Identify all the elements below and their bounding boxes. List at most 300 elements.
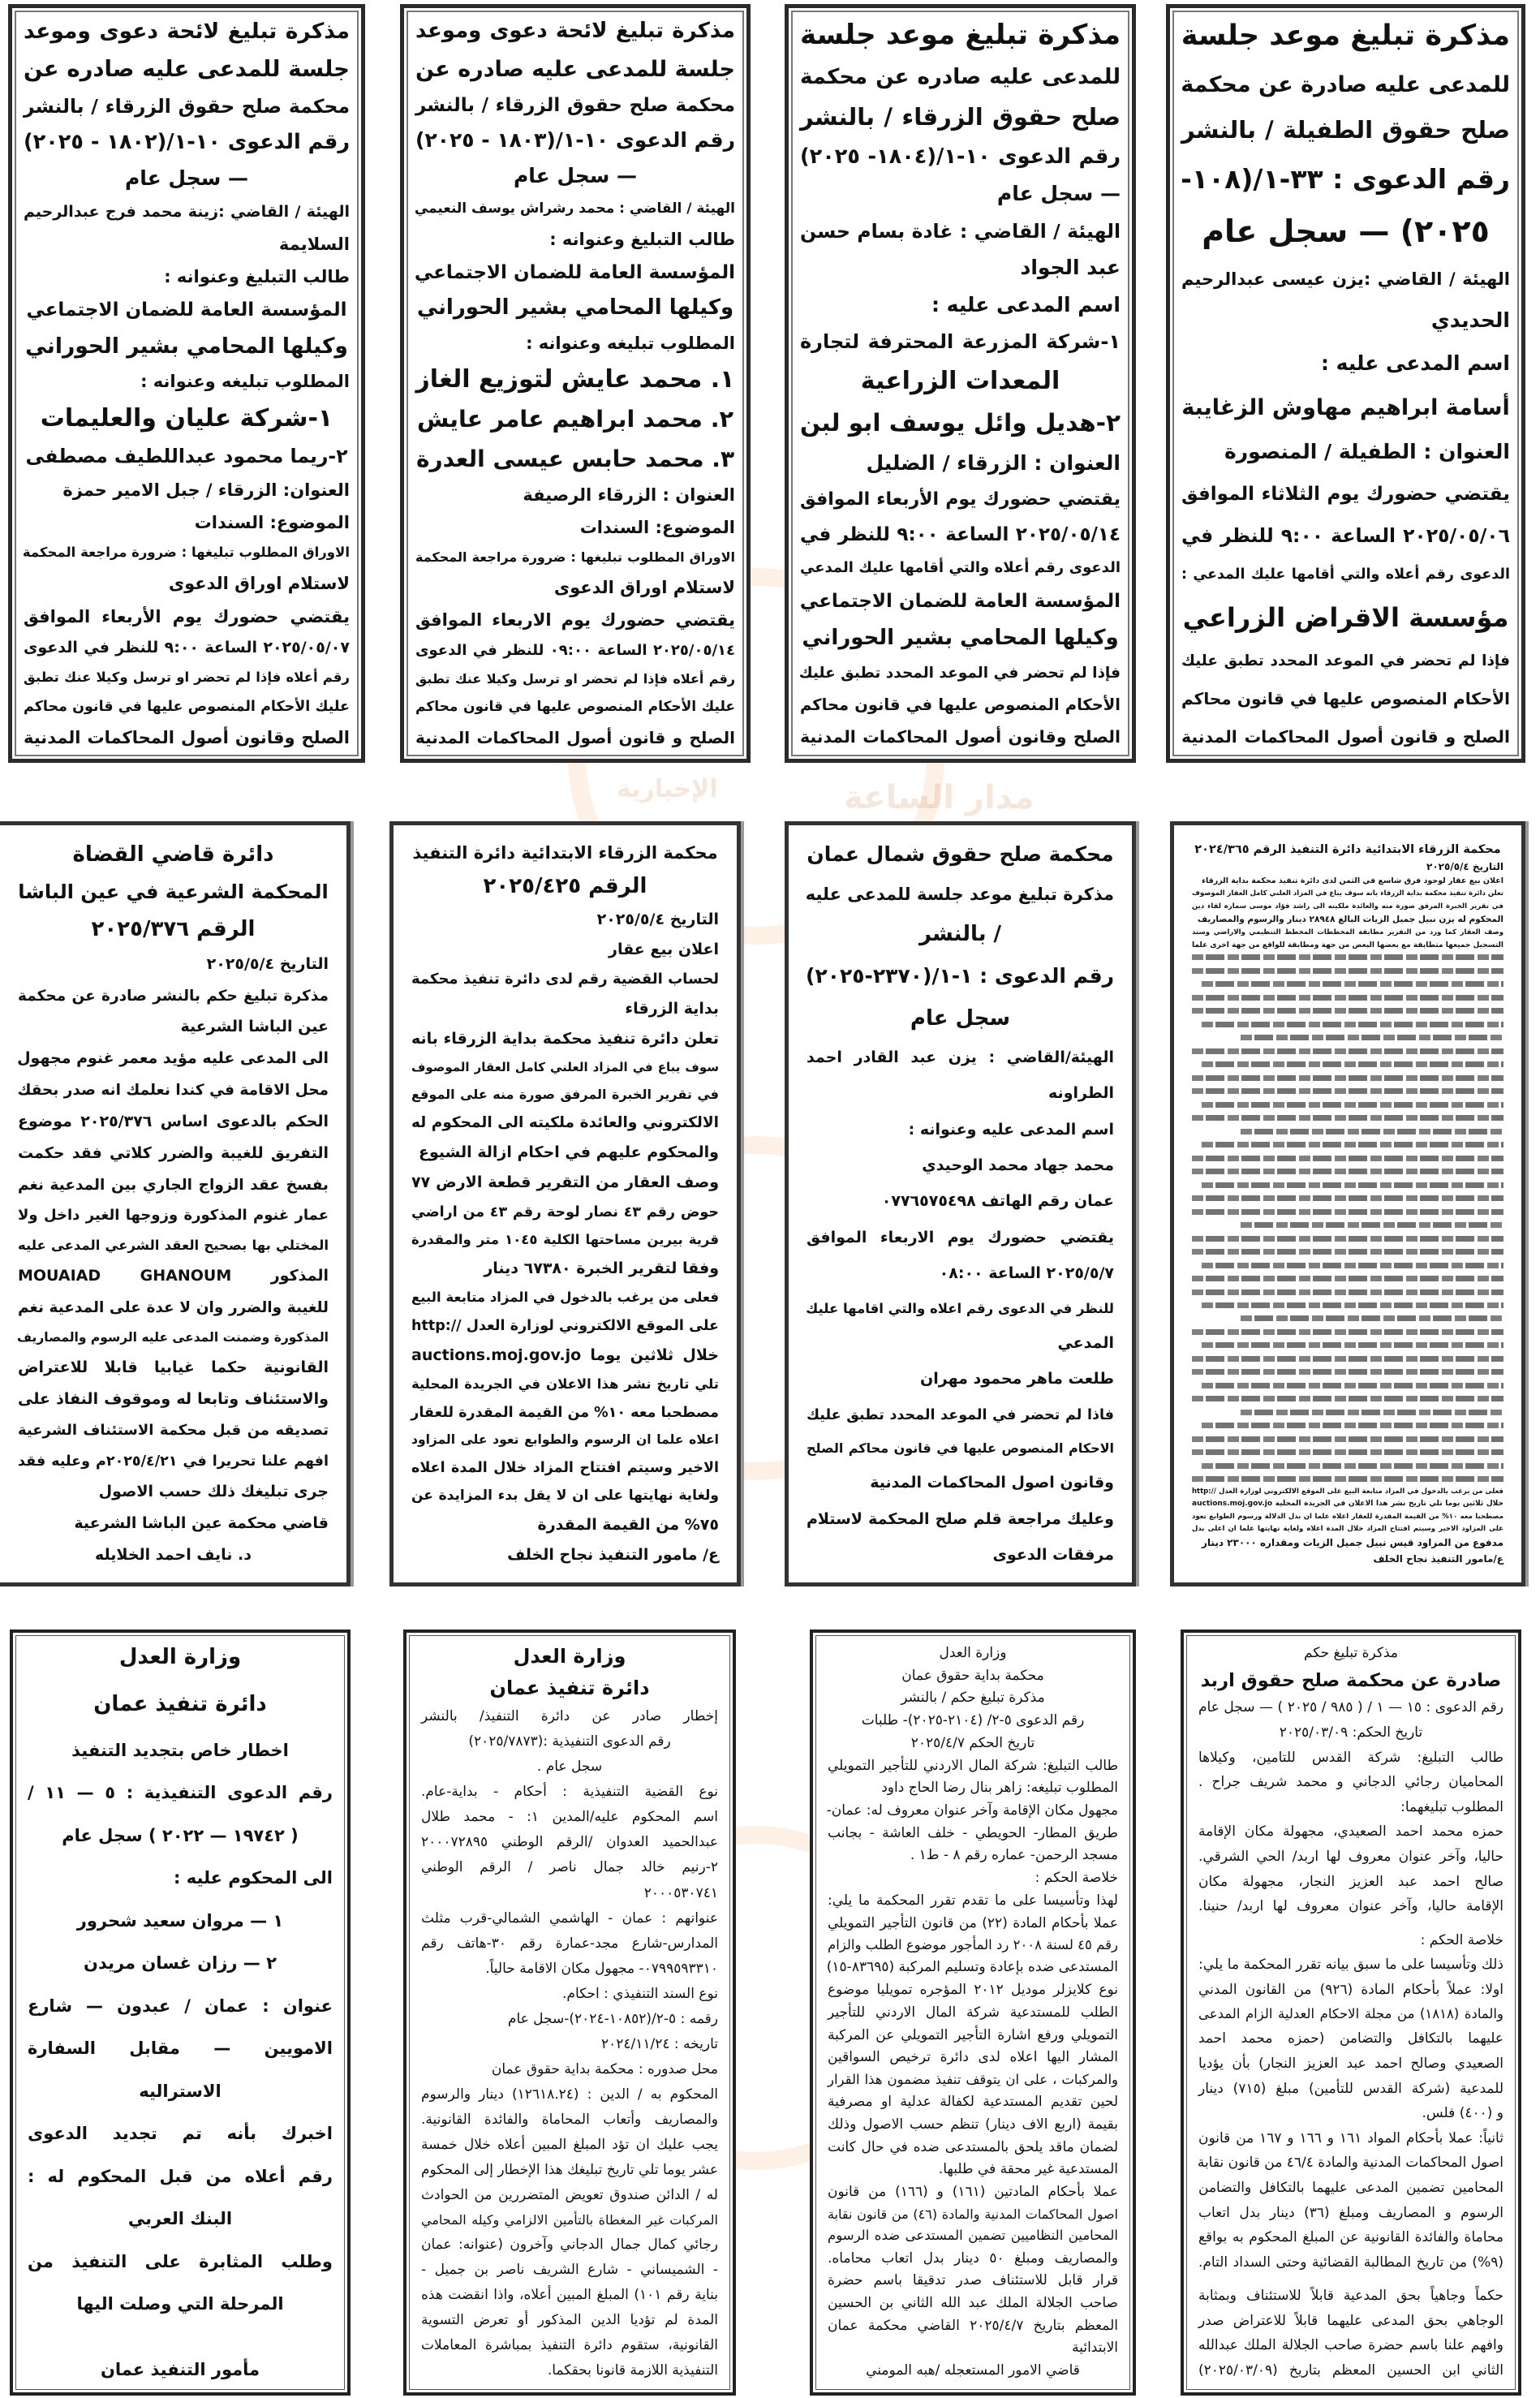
notice-north-amman-hearing — [785, 821, 1136, 1586]
notice-line: auctions.moj.gov.jo خلال ثلاثين يوما — [411, 1345, 719, 1364]
notice-line: ٢-رنيم خالد جمال ناصر / الرقم الوطني — [421, 1859, 718, 1876]
notice-line: عليهما بالتكافل والتضامن (حمزه محمد احمد — [1198, 2030, 1503, 2047]
notice-line: رقم الدعوى ١٠-١/(١٨٠٢ - ٢٠٢٥) — [24, 130, 351, 155]
notice-line: فإذا لم تحضر في الموعد المحدد تطبق عليك — [1181, 652, 1510, 670]
notice-line: صاحب الجلالة الملك عبد الله الثاني بن الحسين — [828, 2294, 1118, 2311]
notice-line: د. نايف احمد الخلايله — [95, 1545, 252, 1564]
fine-print-line — [1202, 1302, 1503, 1308]
notice-line: للمدعية (شركة القدس للتأمين) مبلغ (٧١٥) دينار — [1198, 2080, 1504, 2097]
notice-line: مذكرة تبليغ حكم / بالنشر — [901, 1690, 1045, 1707]
notice-line: والمحكوم عليهم في احكام ازالة الشيوع — [418, 1143, 719, 1161]
notice-line: اولا: عملاً بأحكام المادة (٩٢٦) من القانون المدني — [1198, 1981, 1503, 1998]
notice-line: المختلي بها بصحيح العقد الشرعي المدعى عليه — [18, 1238, 329, 1254]
fine-print-line — [1192, 1195, 1503, 1201]
fine-print-line — [1202, 1342, 1503, 1348]
fine-print-line — [1241, 1035, 1503, 1040]
notice-line: البنك العربي — [127, 2209, 233, 2228]
notice-line: نوع السند التنفيذي : احكام. — [562, 1985, 718, 2002]
notice-line: الدعوى رقم أعلاه والتي أقامها عليك المدعي — [800, 558, 1121, 576]
notice-line: وقانون اصول المحاكمات المدنية — [870, 1474, 1114, 1492]
notice-line: عين الباشا الشرعية — [180, 1018, 329, 1036]
notice-line: ١. محمد عايش لتوزيع الغاز — [415, 365, 735, 394]
notice-line: المطلوب تبليغه: زاهر بنال رضا الحاج داود — [881, 1780, 1118, 1797]
notice-line: على المزاود الاخير وسيتم افتتاح المزاد خلال المدة اعلاه ولغاية نهايتها علما ان اعلى بدل — [1192, 1525, 1503, 1534]
notice-line: المرحلة التي وصلت اليها — [76, 2294, 284, 2314]
notice-line: المحامين تضمين المدعى عليهما بالتكافل والتضامن — [1198, 2179, 1503, 2196]
notice-line: الصلح وقانون أصول المحاكمات المدنية — [800, 727, 1121, 747]
fine-print-line — [1202, 1383, 1503, 1388]
notice-line: الصلح وقانون أصول المحاكمات المدنية — [24, 727, 350, 747]
notice-line: وكيلها المحامي بشير الحوراني — [802, 625, 1119, 650]
notice-line: المحكوم به / الدين : (١٢٦١٨.٢٤) دينار والرسوم — [421, 2086, 718, 2103]
fine-print-line — [1192, 1276, 1503, 1281]
notice-line: إخطار صادر عن دائرة التنفيذ/ بالنشر — [421, 1708, 718, 1725]
notice-line: لحين تقديم المستدعية لكفالة عدلية او مصرفية — [828, 2094, 1118, 2111]
notice-line: — سجل عام — [513, 164, 638, 188]
notice-line: له / الدائن صندوق تعويض المتضررين من الحوادث — [421, 2187, 718, 2204]
notice-zarqa-claim-1803 — [400, 4, 751, 763]
notice-line: سجل عام . — [536, 1759, 603, 1776]
notice-line: الهيئة / القاضي : غادة بسام حسن — [800, 219, 1121, 243]
notice-line: اخبرك بأنه تم تجديد الدعوى — [28, 2124, 333, 2143]
notice-line: الحكم بالدعوى اساس ٢٠٢٥/٣٧٦ موضوع — [18, 1112, 329, 1130]
notice-line: الأحكام المنصوص عليها في قانون محاكم — [800, 695, 1121, 714]
notice-line: صالح احمد عبد العزيز النجار، مجهولة مكان — [1198, 1873, 1503, 1890]
notice-line: ٢٠٢٥) — سجل عام — [1202, 213, 1490, 250]
notice-line: قرية بيرين مساحتها الكلية ١٠٤٥ متر والمقدرة — [411, 1232, 719, 1248]
notice-line: الموضوع: السندات — [579, 517, 735, 537]
fine-print-line — [1192, 1169, 1503, 1174]
notice-line: عمان رقم الهاتف ٠٧٧٦٥٧٥٤٩٨ — [881, 1192, 1114, 1211]
notice-line: وزارة العدل — [513, 1645, 626, 1668]
notice-line: اسم المدعى عليه وعنوانه : — [908, 1120, 1114, 1139]
notice-line: رقم ٤٥ لسنة ٢٠٠٨ رد المأجور موضوع الطلب والزام — [828, 1937, 1118, 1953]
notice-line: يقتضي حضورك يوم الاربعاء الموافق — [415, 609, 735, 630]
notice-line: رقم الدعوى : ١-١/(٢٣٧٠-٢٠٢٥) — [806, 964, 1114, 988]
notice-line: تاريخ الحكم ٢٠٢٥/٤/٧ — [910, 1734, 1035, 1751]
notice-line: الصلح و قانون أصول المحاكمات المدنية — [1181, 727, 1510, 747]
notice-line: ع/ مامور التنفيذ نجاح الخلف — [507, 1546, 719, 1565]
notice-line: عليك الأحكام المنصوص عليها في قانون محاكم — [24, 698, 350, 715]
notice-line: عشر يوما تلي تاريخ تبليغك هذا الإخطار إلى المحكوم — [421, 2162, 718, 2179]
notice-line: ٣. محمد حابس عيسى العدرة — [415, 445, 735, 472]
notice-line: للغيبة والضرر وان لا عدة على المدعية نغم — [18, 1299, 329, 1317]
notice-line: المحاميان رجائي الدجاني و محمد شريف جراح . — [1198, 1774, 1503, 1791]
notice-line: مذكرة تبليغ حكم — [1303, 1645, 1399, 1661]
notice-line: الصلح و قانون أصول المحاكمات المدنية — [415, 727, 735, 747]
notice-line: والاستئناف وتابعا له وموقوف النفاذ على — [18, 1389, 329, 1408]
notice-line: المطلوب تبليغه وعنوانه : — [526, 334, 735, 354]
notice-line: صلح حقوق الزرقاء / بالنشر — [800, 102, 1121, 131]
notice-line: الى المحكوم عليه : — [174, 1868, 333, 1888]
notice-line: محاماة والفائدة القانونية عن المبلغ المحكوم به بواقع — [1198, 2229, 1503, 2246]
notice-line: يقتضي حضورك يوم الأربعاء الموافق — [800, 489, 1121, 510]
fine-print-line — [1202, 1061, 1503, 1067]
notice-line: حكماً وجاهياً بحق المدعية قابلاً للاستئناف وبمثابة — [1198, 2288, 1503, 2305]
notice-line: auctions.moj.gov.jo خلال ثلاثين يوما تلي تاريخ نشر هذا الاعلان في الجريدة المحلية — [1192, 1500, 1503, 1509]
notice-line: محكمة صلح حقوق الزرقاء / بالنشر — [415, 94, 735, 116]
notice-line: ٢٠٢٥/٠٥/١٤ الساعة ٩:٠٠ للنظر في — [800, 523, 1121, 545]
notice-line: السلايمة — [278, 235, 350, 255]
notice-line: مسجد الرحمن- عماره رقم ٨ - ط١ . — [910, 1847, 1118, 1864]
notice-line: خلاصة الحكم : — [1420, 1931, 1503, 1948]
notice-line: التنفيذية اللازمة قانونا بحقكما. — [547, 2362, 718, 2379]
notice-line: عبدالحميد العدوان /الرقم الوطني ٢٠٠٠٧٢٨٩٥ — [421, 1834, 718, 1851]
notice-line: رقم الدعوى ١٠-١/(١٨٠٤- ٢٠٢٥) — [800, 144, 1121, 169]
fine-print-line — [1192, 1476, 1503, 1482]
notice-line: — سجل عام — [124, 166, 249, 191]
notice-line: سجل عام — [910, 1005, 1011, 1031]
notice-line: والمادة (١٨١٨) من مجلة الاحكام العدلية الزام المدعى — [1198, 2006, 1503, 2022]
notice-line: لاستلام اوراق الدعوى — [553, 577, 735, 597]
notice-line: وزارة العدل — [939, 1645, 1007, 1661]
notice-line: وافهم علنا باسم حضرة صاحب الجلالة الملك عبدالله — [1198, 2337, 1503, 2354]
notice-line: بناية رقم ١٠١) المبلغ المبين أعلاه، واذا انقضت هذه — [421, 2287, 718, 2304]
notice-line: ع/مامور التنفيذ نجاح الخلف — [1373, 1552, 1503, 1565]
notice-line: فعلى من يرغب بالدخول في المزاد متابعة البيع على الموقع الالكتروني لوزارة العدل //:http — [1192, 1487, 1503, 1496]
notice-line: مرفقات الدعوى — [992, 1545, 1114, 1564]
notice-line: قاضي الامور المستعجله /هبه المومني — [866, 2362, 1080, 2379]
notice-line: بقيمة (اربع الاف دينار) تنظم حسب الاصول وذلك — [828, 2116, 1118, 2133]
notice-line: رقم أعلاه فإذا لم تحضر او ترسل وكيلا عنك تطبق — [415, 671, 735, 687]
notice-line: ٢٠٢٥/٠٥/٠٦ الساعة ٩:٠٠ للنظر في — [1181, 523, 1510, 547]
notice-line: محل الاقامة في كندا نعلمك انه صدر بحقك — [17, 1082, 329, 1100]
fine-print-line — [1202, 1463, 1503, 1469]
notice-line: الاحكام المنصوص عليها في قانون محاكم الصلح — [807, 1440, 1114, 1457]
notice-line: اسم المحكوم عليه/المدين ١: - محمد طلال — [421, 1809, 718, 1826]
notice-line: الحديدي — [1430, 308, 1510, 333]
notice-line: قاضي محكمة عين الباشا الشرعية — [74, 1513, 329, 1532]
notice-line: للمدعى عليه صادره عن محكمة — [800, 64, 1121, 89]
notice-line: رجائي كمال جمال الدجاني وآخرون (عنوانه: عمان — [421, 2237, 718, 2254]
notice-line: افهم علنا تحريرا في ٢٠٢٥/٤/٢١م وعليه فقد — [18, 1453, 329, 1470]
notice-line: عملا بأحكام المادتين (١٦١) و (١٦٦) من قانون — [828, 2184, 1118, 2201]
fine-print-line — [1192, 1436, 1503, 1442]
notice-line: الدعوى رقم أعلاه والتي أقامها عليك المدعي : — [1181, 566, 1510, 583]
notice-line: اخطار خاص بتجديد التنفيذ — [71, 1740, 289, 1760]
notice-line: طلعت ماهر محمود مهران — [920, 1370, 1114, 1388]
notice-line: مذكرة تبليغ لائحة دعوى وموعد — [415, 19, 735, 43]
notice-line: وصف العقار كما ورد من التقرير مطابقة المخططات المخطط التنظيمي والاراضي وسند — [1192, 928, 1503, 937]
fine-print-line — [1192, 1156, 1503, 1161]
notice-line: ٢٠٢٥/٥/٧ الساعة ٠٨:٠٠ — [939, 1264, 1114, 1283]
notice-line: وعليك مراجعة قلم صلح المحكمة لاستلام — [807, 1509, 1114, 1528]
notice-line: المركبات غير المغطاة بالتأمين الالزامي وكيله المحامي — [421, 2212, 718, 2228]
notice-line: طالب التبليغ: شركة المال الاردني للتأجير التمويلي — [828, 1757, 1118, 1774]
notice-irbid-judgment — [1181, 1630, 1521, 2396]
notice-tafila-hearing — [1166, 4, 1525, 763]
fine-print-line — [1241, 1129, 1503, 1134]
notice-line: نوع القضية التنفيذية : أحكام - بداية-عام. — [421, 1784, 718, 1801]
notice-line: الاوراق المطلوب تبليغها : ضرورة مراجعة المحكمة — [415, 549, 735, 565]
notice-line: صلح حقوق الطفيلة / بالنشر — [1181, 116, 1510, 144]
notice-line: عبد الجواد — [1020, 256, 1121, 280]
fine-print-line — [1192, 1115, 1503, 1121]
notice-line: تعلن دائرة تنفيذ محكمة بداية الزرقاء بانه — [411, 1030, 719, 1048]
fine-print-line — [1241, 1410, 1503, 1415]
notice-line: يقتضي حضورك يوم الثلاثاء الموافق — [1181, 484, 1510, 506]
notice-line: الامويين — مقابل السفارة — [28, 2039, 333, 2058]
notice-ain-basha-sharia-court — [0, 821, 351, 1586]
fine-print-line — [1192, 1369, 1503, 1375]
notice-line: / بالنشر — [918, 921, 1002, 946]
notice-line: الطراونه — [1048, 1084, 1114, 1103]
notice-line: لهذا وتأسيسا على ما تقدم تقرر المحكمة ما يلي: — [828, 1892, 1118, 1909]
notice-line: ٢٠٠٠٥٣٠٧٤١ — [643, 1884, 718, 1901]
notice-line: وكيلها المحامي بشير الحوراني — [416, 295, 734, 321]
notice-line: اصول المحاكمات المدنية والمادة (٤٦) من قانون نقابة — [828, 2206, 1119, 2222]
notice-line: يقتضي حضورك يوم الأربعاء الموافق — [24, 606, 350, 626]
notice-line: (٩%) من تاريخ المطالبة القضائية وحتى السداد التام. — [1198, 2254, 1503, 2271]
fine-print-line — [1241, 1315, 1503, 1321]
fine-print-line — [1192, 1449, 1503, 1455]
notice-line: الصعيدي وصالح احمد عبد العزيز النجار) بأن يؤديا — [1198, 2056, 1503, 2073]
notice-line: التسجيل جميعها متطابقة مع بعضها البعض من جهة ومطابقة للواقع من جهة اخرى علما — [1192, 941, 1503, 949]
fine-print-line — [1192, 954, 1503, 960]
notice-line: صادرة عن محكمة صلح حقوق اربد — [1200, 1669, 1502, 1691]
notice-line: المستدعى ضده بإعادة وتسليم المركبة (٨٣٦٩٥-١٥) — [826, 1959, 1118, 1976]
notice-line: عليك الأحكام المنصوص عليها في قانون محاكم — [415, 699, 735, 716]
notice-line: الأحكام المنصوص عليها في قانون محاكم — [1181, 688, 1510, 708]
notice-zarqa-property-sale-365 — [1170, 821, 1525, 1586]
notice-line: العنوان : الطفيلة / المنصورة — [1224, 439, 1510, 463]
notice-line: فاذا لم تحضر في الموعد المحدد تطبق عليك — [807, 1406, 1114, 1423]
notice-line: ١-شركة المزرعة المحترفة لتجارة — [800, 330, 1121, 354]
notice-line: مصطحبا معه ١٠% من القيمة المقدرة للعقار اعلاه علما ان بدل الدلالة ورسوم الطوابع تعود — [1192, 1512, 1503, 1521]
notice-line: المشار اليها اعلاه لدى دائرة ترخيص السواقين — [828, 2049, 1118, 2066]
notice-line: ٢ — رزان غسان مريدن — [84, 1953, 277, 1973]
notice-line: الوجاهي بحق المدعى عليهما قابلاً للاعتراض صدر — [1198, 2312, 1503, 2329]
notice-line: مذكرة تبليغ حكم بالنشر صادرة عن محكمة — [18, 987, 329, 1005]
notice-line: الموضوع: السندات — [194, 513, 350, 533]
notice-line: للنظر في الدعوى رقم اعلاه والتي اقامها عليك — [806, 1300, 1114, 1316]
notice-line: دائرة قاضي القضاة — [72, 842, 274, 867]
notice-line: جرى تبليغك ذلك حسب الاصول — [98, 1482, 329, 1500]
notice-line: مذكرة تبليغ لائحة دعوى وموعد — [24, 19, 350, 44]
watermark-sub: الإخبارية — [617, 775, 718, 803]
notice-line: الاخير وسيتم افتتاح المزاد خلال المدة اعلاه — [411, 1460, 719, 1477]
notice-line: جلسة للمدعى عليه صادره عن — [415, 56, 735, 82]
notice-line: رقم الدعوى ١٠-١/(١٨٠٣ - ٢٠٢٥) — [415, 127, 735, 152]
notice-line: اسم المدعى عليه : — [931, 293, 1121, 317]
fine-print-line — [1192, 1236, 1503, 1242]
fine-print-line — [1192, 1396, 1503, 1401]
notice-line: حمزه محمد احمد الصعيدي، مجهولة مكان الإقامة — [1198, 1823, 1503, 1840]
notice-line: وكيلها المحامي بشير الحوراني — [25, 333, 348, 359]
notice-line: عنوانهم : عمان - الهاشمي الشمالي-قرب مثلث — [421, 1909, 718, 1927]
notice-line: اعلاه علما ان الرسوم والطوابع تعود على المزاود — [411, 1432, 719, 1448]
notice-zarqa-hearing-1804 — [785, 4, 1136, 763]
notice-line: المدة لم تؤديا الدين المذكور أو تعرض التسوية — [421, 2312, 718, 2329]
fine-print-line — [1202, 1102, 1503, 1108]
notice-line: المدعي — [1057, 1334, 1114, 1352]
notice-line: المحامين النظاميين تضمين المستدعى ضده الرسوم — [828, 2228, 1118, 2244]
notice-line: المستدعية غير محقة في طلبها. — [938, 2161, 1118, 2178]
notice-line: فعلى من يرغب بالدخول في المزاد متابعة البيع — [411, 1289, 719, 1306]
fine-print-line — [1192, 1209, 1503, 1215]
notice-zarqa-claim-1802 — [8, 4, 365, 763]
notice-line: الرسوم و المصاريف ومبلغ (٣٦) دينار بدل اتعاب — [1198, 2204, 1503, 2221]
notice-line: رقم أعلاه من قبل المحكوم له : — [28, 2166, 333, 2186]
fine-print-line — [1241, 1222, 1503, 1228]
fine-print-line — [1192, 1075, 1503, 1081]
notice-line: المعدات الزراعية — [860, 367, 1060, 396]
notice-line: في تقرير الخبرة المرفق صورة منه على الموقع — [411, 1086, 719, 1102]
notice-line: مذكرة تبليغ موعد جلسة — [800, 19, 1121, 51]
notice-line: التاريخ ٢٠٢٥/٥/٤ — [596, 911, 719, 929]
notice-line: و (٤٠٠) فلس. — [1422, 2105, 1503, 2122]
notice-line: محكمة الزرقاء الابتدائية دائرة التنفيذ الرقم ٢٠٢٤/٣٦٥ — [1194, 843, 1501, 856]
notice-line: رقمه : ٥-٢/(١٠٨٥٢-٢٠٢٤)-سجل عام — [507, 2010, 718, 2027]
notice-line: ( ١٩٧٤٢ — ٢٠٢٢ ) سجل عام — [62, 1825, 299, 1845]
notice-line: والمصاريف وأتعاب المحاماة والفائدة القانونية. — [421, 2111, 718, 2128]
fine-print-line — [1192, 1048, 1503, 1054]
notice-line: المذكورة وضمنت المدعى عليه الرسوم والمصاريف — [17, 1329, 329, 1345]
notice-line: مصطحبا معه ١٠% من القيمة المقدرة للعقار — [411, 1404, 719, 1421]
fine-print-line — [1192, 1008, 1503, 1014]
notice-line: دائرة تنفيذ عمان — [489, 1677, 650, 1700]
notice-line: الرقم ٢٠٢٥/٤٢٥ — [483, 874, 647, 899]
notice-line: مدفوع من المزاود قيس نبيل جميل الزيات ومقداره ٢٣٠٠٠ دينار — [1202, 1537, 1503, 1549]
notice-line: مجهول مكان الإقامة وآخر عنوان معروف له: عمان- — [826, 1802, 1118, 1819]
notice-line: ٧٥% من القيمة المقدرة — [537, 1516, 719, 1535]
notice-line: طالب التبليغ وعنوانه : — [164, 267, 350, 287]
notice-line: الطلب للمستدعية شركة المال الاردني للتأجير — [828, 2004, 1118, 2021]
notice-line: اعلان بيع عقار — [609, 941, 719, 959]
notice-line: ١ — مروان سعيد شحرور — [76, 1910, 284, 1931]
notice-line: التمويلي ورفع اشارة التأجير التمويلي عن المركبة — [828, 2026, 1118, 2043]
notice-line: عنوان : عمان / عبدون — شارع — [28, 1995, 333, 2016]
notice-line: اعلان بيع عقار لوجود فرق شاسع في الثمن لدى دائرة تنفيذ محكمة بداية الزرقاء — [1202, 876, 1503, 886]
notice-line: وزارة العدل — [118, 1645, 242, 1669]
notice-line: المؤسسة العامة للضمان الاجتماعي — [26, 299, 347, 321]
fine-print-line — [1202, 1423, 1503, 1428]
fine-print-line — [1192, 1088, 1503, 1094]
fine-print-line — [1202, 1142, 1503, 1147]
notice-line: محكمة الزرقاء الابتدائية دائرة التنفيذ — [412, 843, 718, 863]
notice-line: العنوان: الزرقاء / جبل الامير حمزة — [62, 480, 350, 501]
notice-line: الهيئة / القاضي :زينة محمد فرج عبدالرحيم — [24, 203, 350, 222]
notice-line: رقم الدعوى : ١٥ — ١ / ( ٩٨٥ / ٢٠٢٥ ) — سجل عام — [1198, 1699, 1503, 1716]
fine-print-line — [1202, 981, 1503, 987]
notice-line: المطلوب تبليغهما: — [1400, 1798, 1503, 1815]
notice-line: محكمة صلح حقوق شمال عمان — [807, 842, 1114, 866]
notice-line: رقم الدعوى التنفيذية :(٢٠٢٥/٧٨٧٣) — [468, 1733, 671, 1750]
notice-line: محكمة بداية حقوق عمان — [901, 1667, 1044, 1684]
notice-line: لحساب القضية رقم لدى دائرة تنفيذ محكمة — [411, 971, 719, 988]
notice-line: الهيئة / القاضي :يزن عيسى عبدالرحيم — [1181, 269, 1510, 290]
notice-line: بفسخ عقد الزواج الجاري بين المدعية نغم — [18, 1176, 329, 1194]
notice-line: عمار غنوم المذكورة وزوجها الغير داخل ولا — [18, 1207, 329, 1225]
notice-line: يجب عليك ان تؤد المبلغ المبين أعلاه خلال خمسة — [421, 2136, 718, 2153]
notice-zarqa-property-sale-425 — [389, 821, 741, 1586]
notice-line: المحكمة الشرعية في عين الباشا — [18, 880, 329, 904]
fine-print-text-block — [1192, 954, 1503, 1482]
notice-line: وصف العقار من التقرير قطعة الارض ٧٧ — [411, 1173, 719, 1191]
notice-line: الالكتروني والعائدة ملكيته الى المحكوم له — [411, 1114, 719, 1132]
notice-line: حاليا، وآخر عنوان معروف لها اربد/ الحي الشرقي. — [1198, 1848, 1503, 1865]
notice-line: التاريخ ٢٠٢٥/٥/٤ — [206, 954, 329, 973]
notice-line: والمركبات ، على ان يتوقف تنفيذ مضمون هذا القرار — [828, 2072, 1118, 2088]
notice-line: ٢-ريما محمود عبداللطيف مصطفى — [25, 445, 348, 468]
notice-line: أسامة ابراهيم مهاوش الزغايبة — [1181, 395, 1510, 421]
notice-line: تلي تاريخ نشر هذا الاعلان في الجريدة المحلية — [411, 1376, 719, 1392]
notice-line: محكمة صلح حقوق الزرقاء / بالنشر — [24, 95, 350, 118]
notice-line: اسم المدعى عليه : — [1320, 351, 1510, 376]
notice-line: تاريخ الحكم: ٢٠٢٥/٠٣/٠٩ — [1279, 1724, 1423, 1741]
notice-line: محمد جهاد محمد الوحيدي — [922, 1156, 1114, 1175]
notice-line: القانونية حكما غيابيا قابلا للاعتراض — [18, 1358, 329, 1376]
notice-line: طالب التبليغ: شركة القدس للتامين، وكيلاها — [1198, 1749, 1503, 1766]
notice-line: رقم الدعوى ٥-٢/ (٢١٠٤-٢٠٢٥)- طلبات — [861, 1712, 1085, 1729]
notice-line: على الموقع الالكتروني لوزارة العدل //:http — [411, 1318, 719, 1335]
notice-line: الثاني ابن الحسين المعظم بتاريخ (٢٠٢٥/٠٣/٠٩) — [1198, 2362, 1503, 2379]
fine-print-line — [1192, 1356, 1503, 1362]
notice-line: اصول المحاكمات المدنية والمادة ٤٦/٤ من قانون نقابة — [1197, 2155, 1503, 2172]
fine-print-line — [1192, 995, 1503, 1001]
notice-line: الإقامة حاليا، وآخر عنوان معروف لها اربد/ حنينا. — [1198, 1898, 1503, 1915]
notice-line: الرقم ٢٠٢٥/٣٧٦ — [91, 916, 256, 941]
notice-line: دائرة تنفيذ عمان — [93, 1692, 267, 1717]
fine-print-line — [1192, 1249, 1503, 1255]
notice-line: تاريخه : ٢٠٢٤/١١/٢٤ — [601, 2035, 718, 2052]
notice-line: المعظم بتاريخ ٢٠٢٥/٤/٧ القاضي محكمة عمان — [828, 2317, 1118, 2334]
notice-line: القانونية، ستقوم دائرة التنفيذ بمباشرة المعاملات — [421, 2337, 718, 2354]
notice-line: العنوان : الزرقاء / الضليل — [866, 450, 1121, 475]
fine-print-line — [1202, 1182, 1503, 1188]
notice-line: جلسة للمدعى عليه صادره عن — [24, 56, 350, 83]
notice-line: نوع كلايزلر موديل ٢٠١٢ المؤجره تمويليا موضوع — [828, 1982, 1118, 1999]
notice-line: طريق المطار- الحويطي - خلف العاشة - بجانب — [828, 1824, 1118, 1841]
notice-line: الابتدائية — [1072, 2340, 1118, 2357]
notice-line: الاستراليه — [139, 2081, 222, 2101]
notice-line: خلاصة الحكم : — [1035, 1870, 1118, 1887]
notice-line: بداية الزرقاء — [625, 1000, 719, 1018]
notice-line: الهيئة / القاضي : محمد رشراش يوسف النعيمي — [414, 200, 735, 217]
notice-line: ١-شركة عليان والعليمات — [40, 403, 333, 433]
fine-print-line — [1202, 1263, 1503, 1268]
notice-line: وفقا لتقرير الخبرة ٦٧٣٨٠ دينار — [484, 1259, 719, 1278]
notice-line: سوف يباع في المزاد العلني كامل العقار الموصوف — [411, 1060, 719, 1075]
notice-line: مذكرة تبليغ موعد جلسة للمدعى عليه — [805, 885, 1114, 905]
notice-line: حوض رقم ٤٣ نصار لوحة رقم ٤٣ من اراضي — [411, 1203, 719, 1221]
notice-line: المؤسسة العامة للضمان الاجتماعي — [414, 262, 735, 284]
notice-line: للمدعى عليه صادرة عن محكمة — [1181, 71, 1510, 97]
notice-line: لضمان ماقد يلحق بالمستدعى ضده في حال كانت — [828, 2138, 1118, 2155]
notice-line: رقم الدعوى : ٣٣-١/(١٠٨- — [1181, 162, 1510, 195]
notice-line: المطلوب تبليغه وعنوانه : — [140, 372, 350, 392]
notice-line: - الشميساني - شارع الشريف ناصر بن جميل - — [421, 2262, 718, 2279]
notice-line: مأمور التنفيذ عمان — [100, 2359, 260, 2379]
notice-line: محل صدوره : محكمة بداية حقوق عمان — [491, 2060, 718, 2077]
notice-line: الاوراق المطلوب تبليغها : ضرورة مراجعة المحكمة — [22, 545, 350, 561]
watermark-brand: مدار الساعة — [844, 779, 1035, 816]
notice-line: يقتضي حضورك يوم الاربعاء الموافق — [807, 1228, 1114, 1246]
notice-line: ٢-هديل وائل يوسف ابو لبن — [799, 409, 1121, 437]
notice-line: رقم أعلاه فإذا لم تحضر او ترسل وكيلا عنك تطبق — [24, 669, 350, 685]
notice-line: وطلب المثابرة على التنفيذ من — [28, 2251, 333, 2271]
notice-line: MOUAIAD GHANOUM المذكور — [18, 1267, 329, 1285]
notice-line: ٠٧٩٩٥٩٣٣١٠- مجهول مكان الاقامة حالياً. — [485, 1960, 718, 1977]
notice-line: تصديقه من قبل محكمة الاستئناف الشرعية — [18, 1421, 329, 1439]
notice-line: العنوان : الزرقاء الرصيفة — [523, 484, 735, 505]
notice-line: ٢٠٢٥/٠٥/٠٧ الساعة ٩:٠٠ للنظر في الدعوى — [24, 638, 350, 657]
fine-print-line — [1202, 1022, 1503, 1027]
notice-line: لاستلام اوراق الدعوى — [168, 574, 350, 594]
notice-amman-execution-7873 — [403, 1630, 736, 2396]
notice-line: عملا بأحكام المادة (٢٢) من قانون التأجير التمويلي — [828, 1914, 1118, 1931]
notice-amman-execution-renewal — [10, 1630, 351, 2396]
